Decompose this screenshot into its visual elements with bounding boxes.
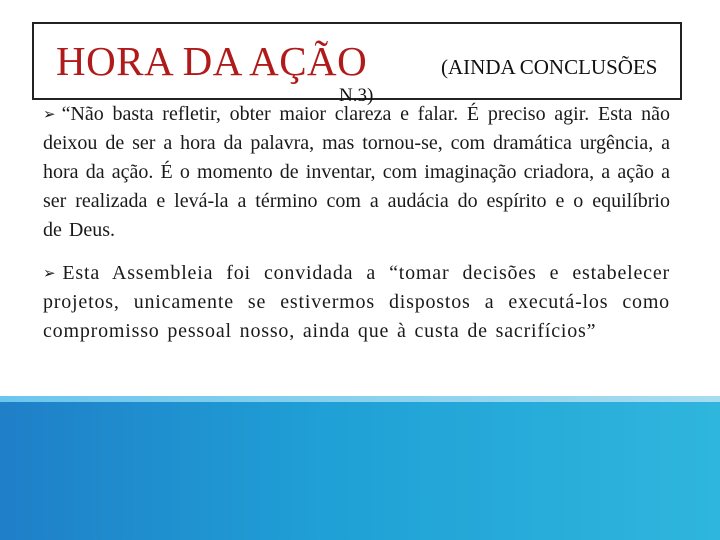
footer-band (0, 396, 720, 540)
paragraph-1-text: “Não basta refletir, obter maior clareza e falar. É preciso agir. Esta não deixou de ser a hora da palavra, mas tornou-se, com dramática urgência, a hora da ação. É o momento de inventar, com imaginação criadora, a ação a ser realizada e levá-la a término com a audácia do espírito e o equilíbrio de Deus. (43, 103, 670, 241)
slide-body (43, 100, 670, 346)
paragraph-2-text: Esta Assembleia foi convidada a “tomar decisões e estabelecer projetos, unicamente se estivermos dispostos a executá-los como compromisso pessoal nosso, ainda que à custa de sacrifícios” (43, 262, 670, 342)
slide-title: HORA DA AÇÃO (56, 38, 368, 84)
arrow-bullet-icon: ➢ (43, 264, 57, 282)
slide-subtitle-continuation: N.3) (339, 85, 374, 106)
slide-subtitle: (AINDA CONCLUSÕES (441, 55, 658, 79)
bullet-paragraph-1 (43, 100, 670, 245)
arrow-bullet-icon: ➢ (43, 105, 56, 123)
bullet-paragraph-2 (43, 259, 670, 346)
